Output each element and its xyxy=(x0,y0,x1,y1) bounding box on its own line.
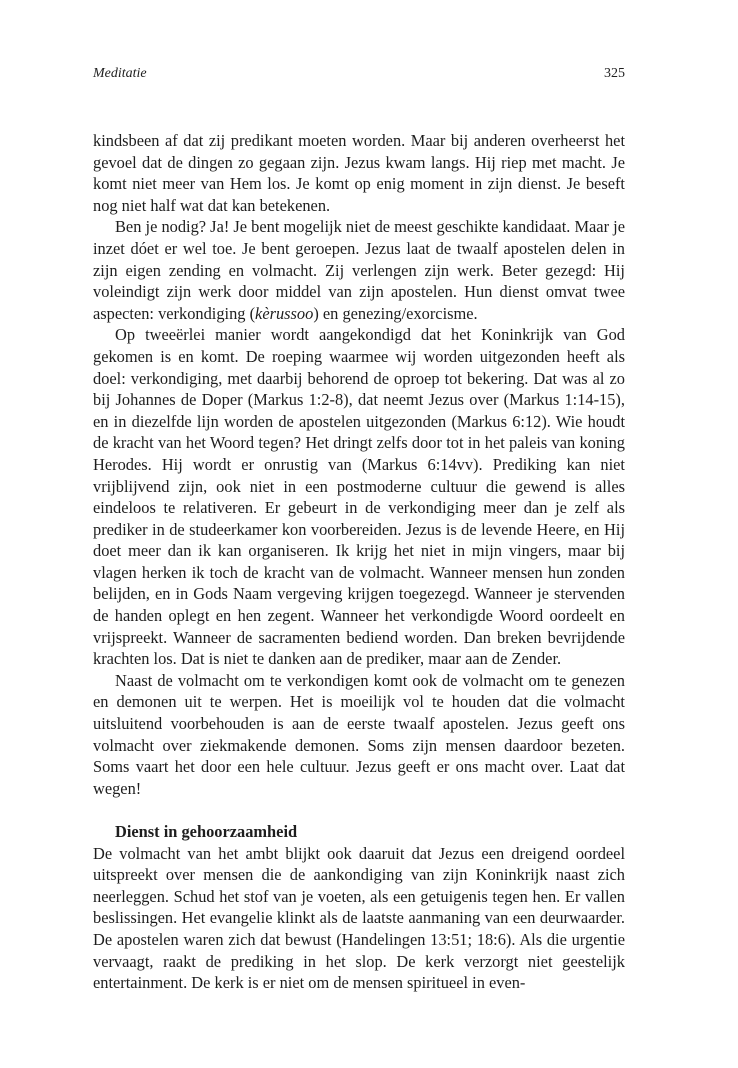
paragraph-text: Ben je nodig? Ja! Je bent mogelijk niet de meest geschikte kandidaat. Maar je inzet dóet er wel toe. Je bent geroepen. Jezus laat de twaalf apostelen delen in zijn eigen zending en volmacht. Zij verlengen zijn werk. Beter gezegd: Hij voleindigt zijn werk door middel van zijn apostelen. Hun dienst omvat twee aspecten: verkondiging ( xyxy=(93,217,625,323)
paragraph-continued: kindsbeen af dat zij predikant moeten worden. Maar bij anderen overheerst het gevoel dat de dingen zo gegaan zijn. Jezus kwam langs. Hij riep met macht. Je komt niet meer van Hem los. Je komt op enig moment in zijn dienst. Je beseft nog niet half wat dat kan betekenen. xyxy=(93,131,625,215)
paragraph-healing: Naast de volmacht om te verkondigen komt ook de volmacht om te genezen en demonen uit te werpen. Het is moeilijk vol te houden dat die volmacht uitsluitend voorbehouden is aan de eerste twaalf apostelen. Jezus geeft ons volmacht over ziekmakende demonen. Soms zijn mensen daardoor bezeten. Soms vaart het door een hele cultuur. Jezus geeft er ons macht over. Laat dat wegen! xyxy=(93,670,625,798)
section-heading: Dienst in gehoorzaamheid xyxy=(115,822,298,841)
running-head: Meditatie xyxy=(93,66,147,81)
book-page xyxy=(93,58,625,994)
greek-term: kèrussoo xyxy=(255,303,314,323)
paragraph-text: ) en genezing/exorcisme. xyxy=(313,303,478,323)
section-paragraph: De volmacht van het ambt blijkt ook daaruit dat Jezus een dreigend oordeel uitspreekt over mensen die de aankondiging van zijn Koninkrijk naast zich neerleggen. Schud het stof van je voeten, als een getuigenis tegen hen. Er vallen beslissingen. Het evangelie klinkt als de laatste aanmaning van een deurwaarder. De apostelen waren zich dat bewust (Handelingen 13:51; 18:6). Als die urgentie vervaagt, raakt de prediking in het slop. De kerk verzorgt niet geestelijk entertainment. De kerk is er niet om de mensen spiritueel in even- xyxy=(93,843,625,993)
page-number: 325 xyxy=(604,66,625,81)
page-body xyxy=(93,130,625,994)
paragraph-calling xyxy=(93,216,625,324)
page-header xyxy=(93,58,625,86)
paragraph-proclamation: Op tweeërlei manier wordt aangekondigd dat het Koninkrijk van God gekomen is en komt. De roeping waarmee wij worden uitgezonden heeft als doel: verkondiging, met daarbij behorend de oproep tot bekering. Dat was al zo bij Johannes de Doper (Markus 1:2-8), dat neemt Jezus over (Markus 1:14-15), en in diezelfde lijn worden de apostelen uitgezonden (Markus 6:12). Wie houdt de kracht van het Woord tegen? Het dringt zelfs door tot in het paleis van koning Herodes. Hij wordt er onrustig van (Markus 6:14vv). Prediking kan niet vrijblijvend zijn, ook niet in een postmoderne cultuur die gewend is alles eindeloos te relativeren. Er gebeurt in de verkondiging meer dan je zelf als prediker in de studeerkamer kon voorbereiden. Jezus is de levende Heere, en Hij doet meer dan ik kan organiseren. Ik krijg het niet in mijn vingers, maar bij vlagen herken ik toch de kracht van de volmacht. Wanneer mensen hun zonden belijden, en in Gods Naam vergeving krijgen toegezegd. Wanneer je stervenden de handen oplegt en hen zegent. Wanneer het verkondigde Woord oordeelt en vrijspreekt. Wanneer de sacramenten bediend worden. Dan breken bevrijdende krachten los. Dat is niet te danken aan de prediker, maar aan de Zender. xyxy=(93,325,625,669)
